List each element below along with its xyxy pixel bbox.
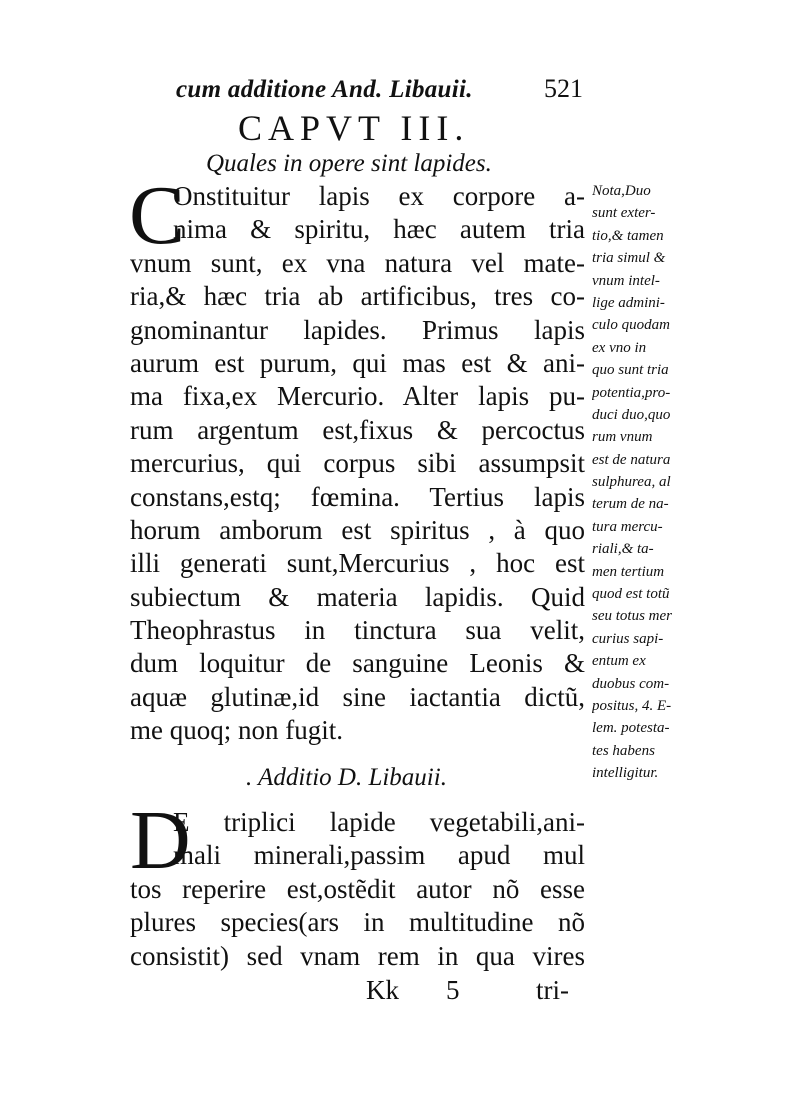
marginal-note-line: rum vnum <box>592 429 653 446</box>
text-line: tos reperire est,ostẽdit autor nõ esse <box>130 873 585 904</box>
text-line: constans,estq; fœmina. Tertius lapis <box>130 481 585 512</box>
drop-capital-c: C <box>129 169 186 262</box>
marginal-note-line: duci duo,quo <box>592 406 671 423</box>
marginal-note-line: intelligitur. <box>592 765 659 782</box>
marginal-note <box>592 180 710 785</box>
page-number: 521 <box>544 74 583 103</box>
marginal-note-line: seu totus mer <box>592 608 672 625</box>
text-line: nima & spiritu, hæc autem tria <box>173 214 585 245</box>
marginal-note-line: lem. potesta- <box>592 720 670 737</box>
paragraph-main <box>130 180 585 748</box>
text-line: me quoq; non fugit. <box>130 715 343 746</box>
text-line: ria,& hæc tria ab artificibus, tres co- <box>130 281 585 312</box>
marginal-note-line: ex vno in <box>592 339 647 356</box>
marginal-note-line: terum de na- <box>592 496 669 513</box>
text-line: aquæ glutinæ,id sine iactantia dictũ, <box>130 681 585 712</box>
text-line: mercurius, qui corpus sibi assumpsit <box>130 448 585 479</box>
marginal-note-line: Nota,Duo <box>592 183 651 199</box>
text-line: vnum sunt, ex vna natura vel mate- <box>130 247 585 278</box>
signature-number: 5 <box>446 975 460 1005</box>
signature-mark: Kk <box>366 975 399 1005</box>
text-line: consistit) sed vnam rem in qua vires <box>130 940 585 971</box>
marginal-note-line: vnum intel- <box>592 272 660 289</box>
text-line: plures species(ars in multitudine nõ <box>130 907 585 938</box>
marginal-note-line: potentia,pro- <box>592 384 671 401</box>
marginal-note-line: entum ex <box>592 653 646 670</box>
text-line: aurum est purum, qui mas est & ani- <box>130 347 585 378</box>
text-line: E triplici lapide vegetabili,ani- <box>173 807 585 837</box>
marginal-note-line: est de natura <box>592 451 671 468</box>
drop-capital-d: D <box>130 794 191 887</box>
text-line: ma fixa,ex Mercurio. Alter lapis pu- <box>130 381 585 412</box>
marginal-note-line: tura mercu- <box>592 518 663 535</box>
marginal-note-line: quod est totũ <box>592 586 670 603</box>
text-line: dum loquitur de sanguine Leonis & <box>130 648 585 679</box>
marginal-note-line: quo sunt tria <box>592 362 669 379</box>
marginal-note-line: tio,& tamen <box>592 227 664 244</box>
text-line: subiectum & materia lapidis. Quid <box>130 581 585 612</box>
marginal-note-line: lige admini- <box>592 294 665 311</box>
addition-heading: . Additio D. Libauii. <box>246 764 447 791</box>
text-line: horum amborum est spiritus , à quo <box>130 514 585 545</box>
marginal-note-line: riali,& ta- <box>592 541 654 558</box>
marginal-note-line: tria simul & <box>592 250 666 267</box>
marginal-note-line: positus, 4. E- <box>592 697 672 714</box>
chapter-subtitle: Quales in opere sint lapides. <box>206 150 492 177</box>
marginal-note-line: culo quodam <box>592 317 670 334</box>
text-line: gnominantur lapides. Primus lapis <box>130 314 585 345</box>
text-line: rum argentum est,fixus & percoctus <box>130 414 585 445</box>
text-line: Onstituitur lapis ex corpore a- <box>173 181 585 211</box>
chapter-title: CAPVT III. <box>238 108 470 148</box>
paragraph-addition <box>130 806 585 973</box>
marginal-note-line: men tertium <box>592 563 665 580</box>
text-line: Theophrastus in tinctura sua velit, <box>130 615 585 646</box>
marginal-note-line: duobus com- <box>592 675 670 692</box>
catchword: tri- <box>536 975 569 1005</box>
running-head: cum additione And. Libauii. <box>176 76 473 103</box>
text-line: illi generati sunt,Mercurius , hoc est <box>130 548 585 579</box>
marginal-note-line: curius sapi- <box>592 630 664 647</box>
marginal-note-line: sunt exter- <box>592 205 656 222</box>
marginal-note-line: tes habens <box>592 742 655 759</box>
marginal-note-line: sulphurea, al <box>592 474 671 491</box>
text-line: mali minerali,passim apud mul <box>173 840 585 871</box>
